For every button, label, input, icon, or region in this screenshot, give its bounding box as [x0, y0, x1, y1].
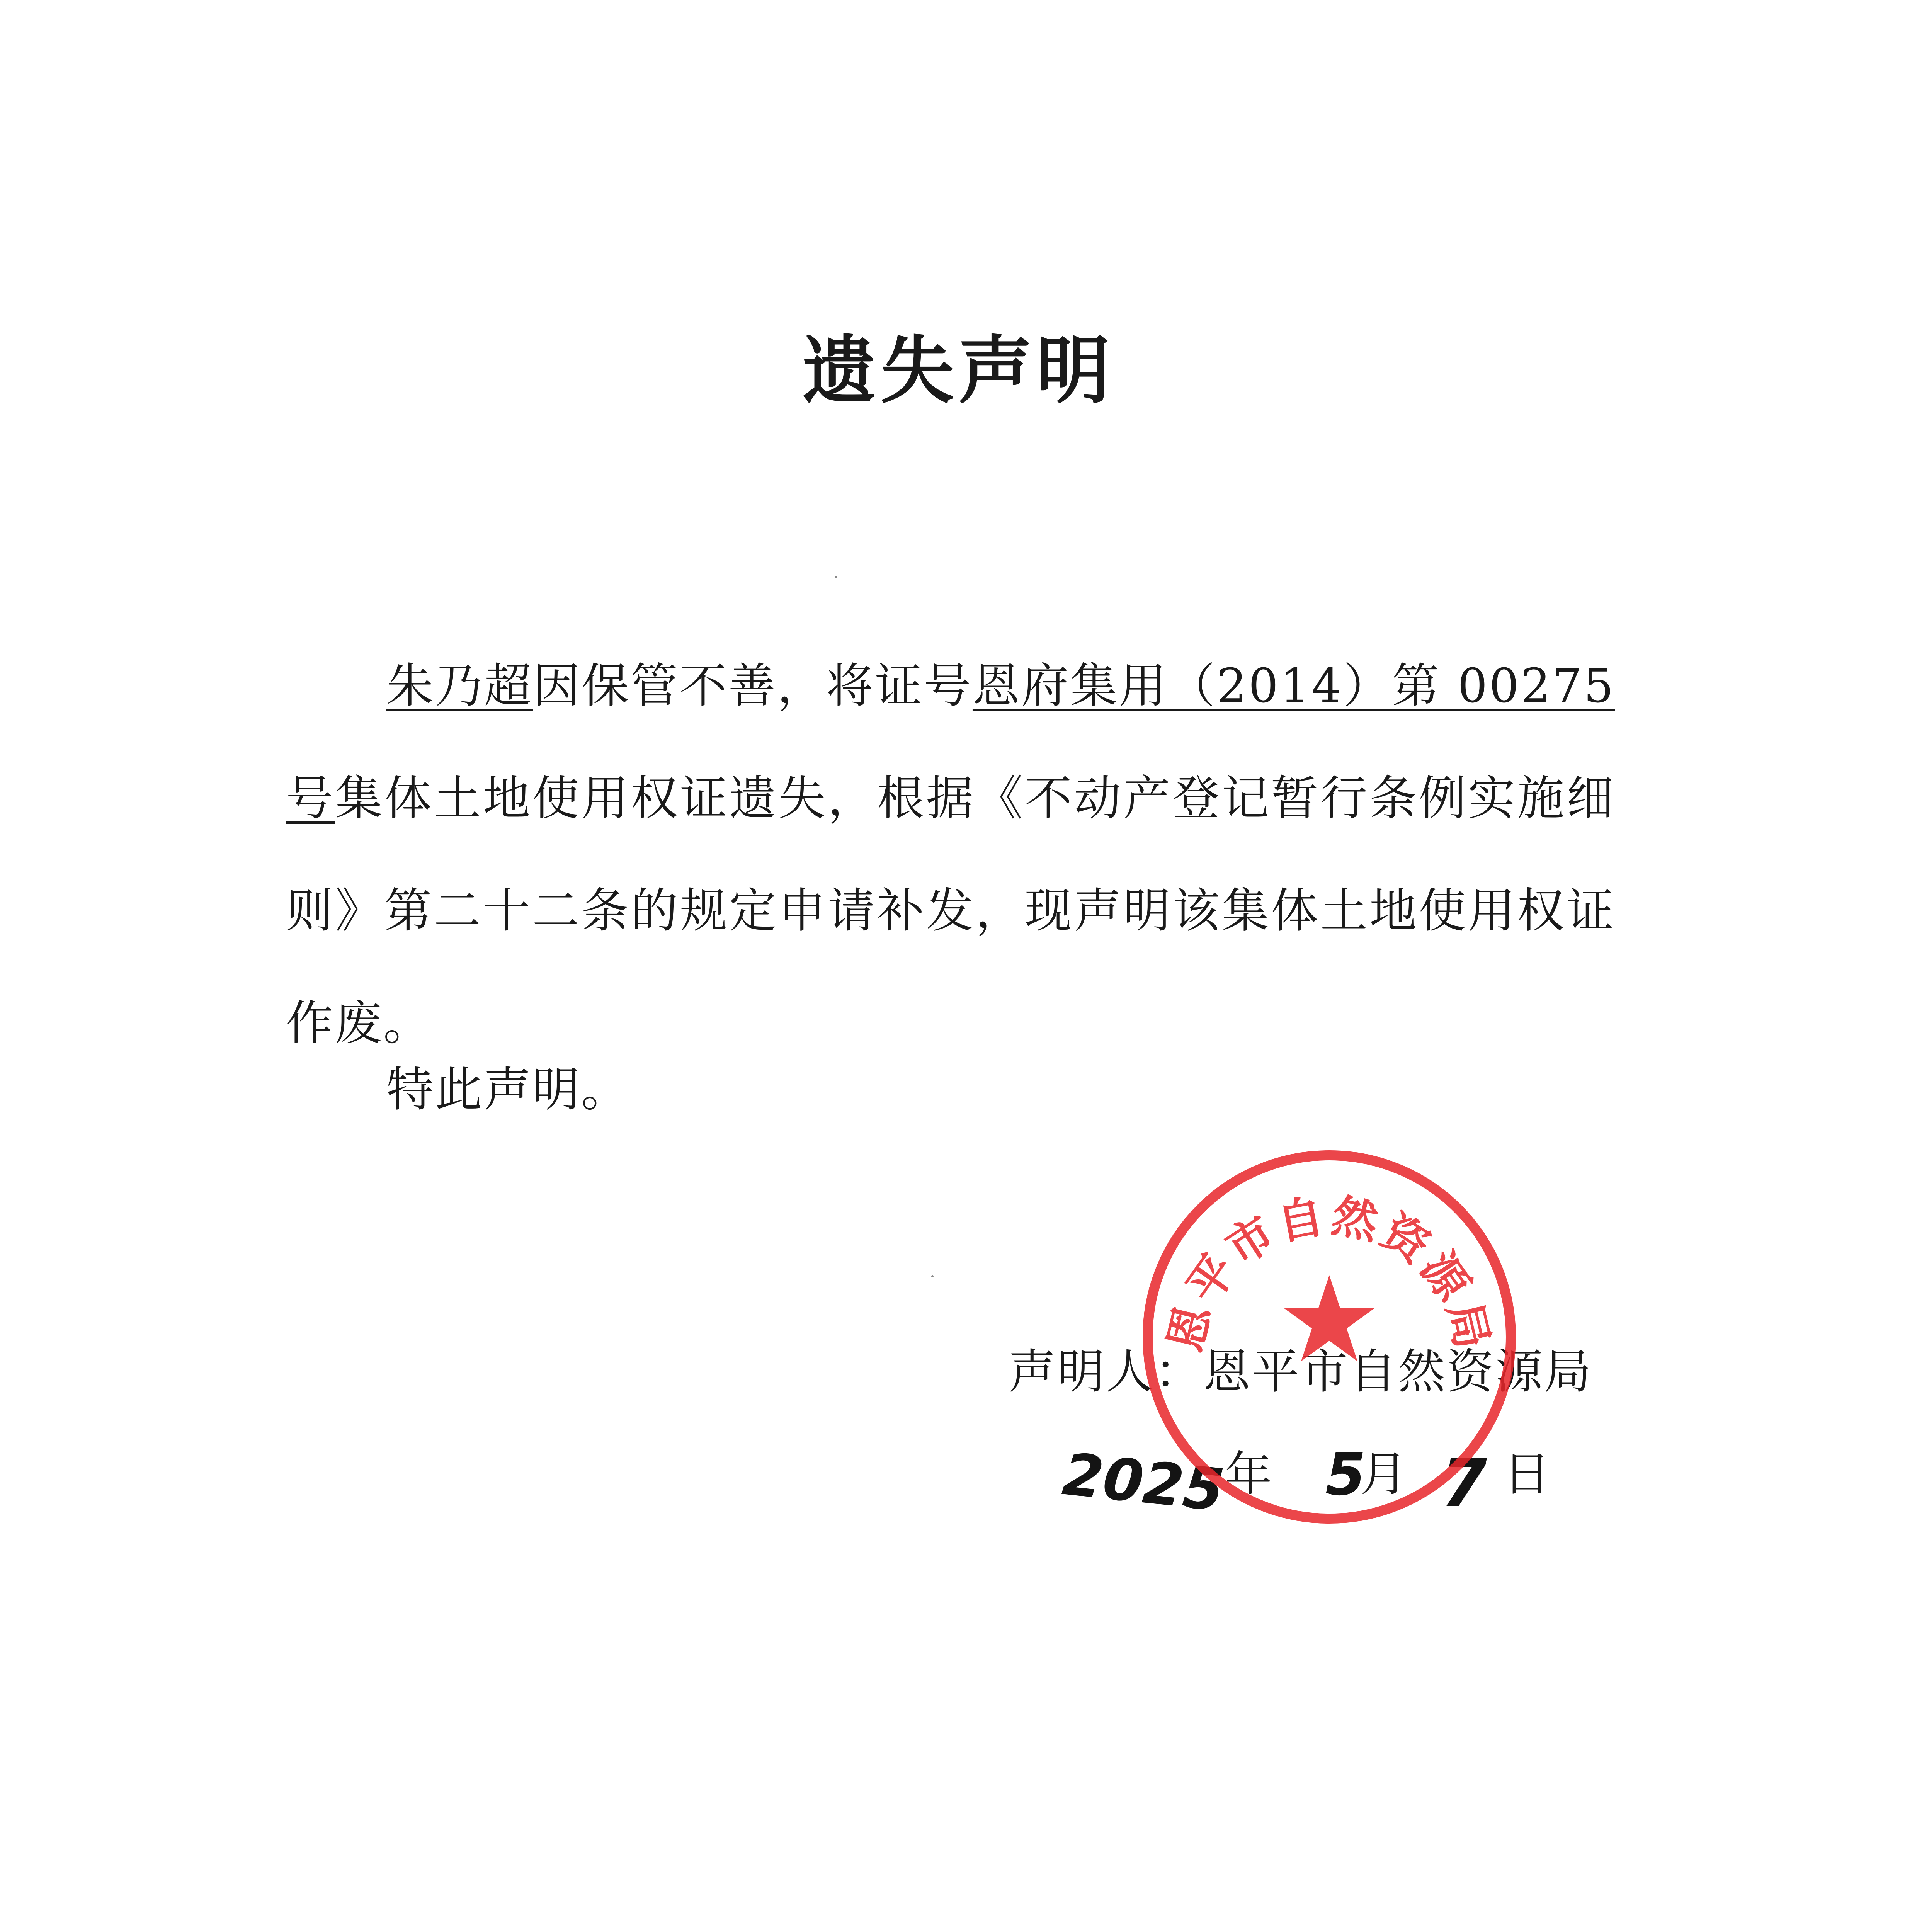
seal-star-icon [1284, 1275, 1375, 1361]
day-unit: 日 [1503, 1447, 1550, 1502]
certificate-number-suffix: 号 [286, 771, 335, 826]
scan-speck [835, 576, 837, 578]
document-title: 遗失声明 [802, 328, 1115, 413]
handwritten-month: 5 [1325, 1441, 1366, 1509]
scan-speck [931, 1275, 934, 1277]
closing-remark: 特此声明。 [386, 1062, 630, 1117]
month-unit: 月 [1360, 1447, 1407, 1502]
statement-paragraph [286, 630, 1615, 1080]
owner-name: 朱乃超 [386, 658, 533, 713]
handwritten-day: 7 [1441, 1445, 1487, 1522]
statement-text-2: 集体土地使用权证遗失，根据《不动产登记暂行条例实施细则》第二十二条的规定申请补发，现声明该集体土地使用权证作废。 [286, 771, 1616, 1051]
seal-text: 恩平市自然资源局 [1158, 1189, 1500, 1357]
handwritten-year: 2025 [1060, 1440, 1227, 1525]
year-unit: 年 [1225, 1447, 1272, 1502]
statement-body [286, 630, 1615, 1080]
certificate-number: 恩府集用（2014）第 00275 [972, 658, 1615, 713]
declarant-label: 声明人： [1009, 1344, 1203, 1399]
statement-text-1: 因保管不善，将证号 [533, 658, 973, 713]
declarant-name: 恩平市自然资源局 [1203, 1344, 1593, 1399]
official-seal [1136, 1144, 1522, 1530]
